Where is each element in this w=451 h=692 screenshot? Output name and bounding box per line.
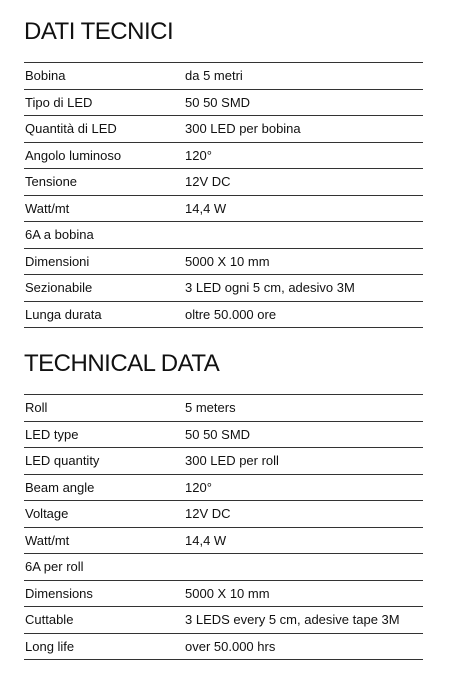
table-row (24, 90, 423, 117)
table-row (24, 581, 423, 608)
spec-label: Long life (25, 638, 75, 654)
italian-specs-section (24, 14, 423, 328)
italian-specs-table (24, 62, 423, 328)
table-row (24, 143, 423, 170)
spec-label: 6A per roll (25, 559, 84, 575)
spec-value: 50 50 SMD (185, 94, 251, 110)
spec-value: 5000 X 10 mm (185, 585, 270, 601)
spec-label: Watt/mt (25, 532, 70, 548)
spec-value: 5 meters (185, 400, 236, 416)
spec-value: 12V DC (185, 174, 231, 190)
spec-label: Tipo di LED (25, 94, 93, 110)
table-row (24, 249, 423, 276)
spec-value: 14,4 W (185, 532, 227, 548)
spec-label: Cuttable (25, 612, 74, 628)
spec-label: Dimensions (25, 585, 93, 601)
table-row (24, 395, 423, 422)
table-row (24, 116, 423, 143)
spec-value: 120° (185, 147, 212, 163)
table-row (24, 222, 423, 249)
english-section-title: TECHNICAL DATA (24, 350, 220, 377)
spec-value: da 5 metri (185, 68, 243, 84)
table-row (24, 475, 423, 502)
spec-label: Bobina (25, 68, 66, 84)
spec-value: 300 LED per bobina (185, 121, 301, 137)
spec-label: LED quantity (25, 453, 100, 469)
spec-label: Beam angle (25, 479, 95, 495)
spec-value: 3 LEDS every 5 cm, adesive tape 3M (185, 612, 400, 628)
table-row (24, 422, 423, 449)
spec-value: 3 LED ogni 5 cm, adesivo 3M (185, 280, 355, 296)
spec-value: oltre 50.000 ore (185, 306, 277, 322)
table-row (24, 634, 423, 661)
spec-value: 50 50 SMD (185, 426, 251, 442)
spec-value: 120° (185, 479, 212, 495)
spec-label: Dimensioni (25, 253, 90, 269)
spec-value: 12V DC (185, 506, 231, 522)
spec-value: 14,4 W (185, 200, 227, 216)
table-row (24, 448, 423, 475)
table-row (24, 275, 423, 302)
table-row (24, 554, 423, 581)
spec-label: Quantità di LED (25, 121, 117, 137)
spec-label: LED type (25, 426, 79, 442)
spec-label: Lunga durata (25, 306, 102, 322)
spec-label: Watt/mt (25, 200, 70, 216)
table-row (24, 196, 423, 223)
english-specs-section (24, 346, 423, 660)
spec-label: 6A a bobina (25, 227, 94, 243)
table-row (24, 63, 423, 90)
table-row (24, 528, 423, 555)
spec-label: Angolo luminoso (25, 147, 122, 163)
table-row (24, 302, 423, 329)
spec-value: 300 LED per roll (185, 453, 279, 469)
table-row (24, 169, 423, 196)
spec-label: Sezionabile (25, 280, 93, 296)
spec-label: Voltage (25, 506, 69, 522)
spec-label: Roll (25, 400, 48, 416)
table-row (24, 607, 423, 634)
spec-value: over 50.000 hrs (185, 638, 276, 654)
spec-value: 5000 X 10 mm (185, 253, 270, 269)
english-specs-table (24, 394, 423, 660)
table-row (24, 501, 423, 528)
spec-label: Tensione (25, 174, 78, 190)
italian-section-title: DATI TECNICI (24, 18, 174, 45)
